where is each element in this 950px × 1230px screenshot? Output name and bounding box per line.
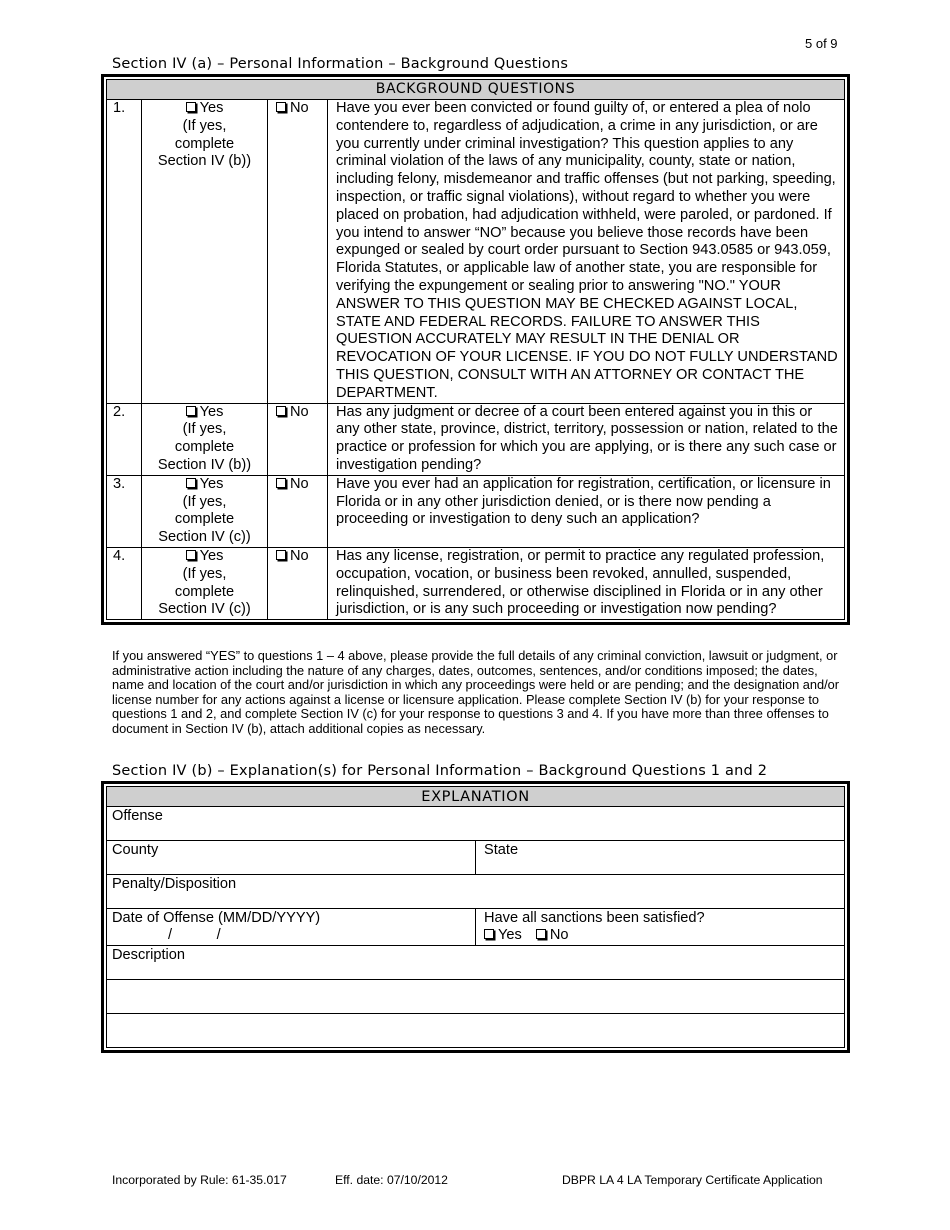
no-option[interactable] bbox=[268, 100, 328, 404]
checkbox-icon[interactable] bbox=[484, 929, 494, 939]
county-field[interactable] bbox=[107, 841, 476, 875]
question-text: Have you ever had an application for registration, certification, or licensure in Florida or in any other jurisdiction denied, or is there now pending a proceeding or investigation to deny such an application? bbox=[328, 475, 845, 547]
description-label: Description bbox=[112, 947, 185, 963]
county-label: County bbox=[112, 842, 159, 858]
description-line[interactable] bbox=[107, 1014, 845, 1048]
page-number: 5 of 9 bbox=[805, 36, 838, 51]
sanctions-yes-label: Yes bbox=[498, 927, 522, 943]
yes-note: complete bbox=[174, 583, 235, 600]
offense-field[interactable] bbox=[107, 807, 845, 841]
yes-note: (If yes, bbox=[182, 493, 227, 510]
sanctions-field bbox=[476, 909, 845, 946]
penalty-label: Penalty/Disposition bbox=[112, 876, 237, 892]
instructions-paragraph: If you answered “YES” to questions 1 – 4 above, please provide the full details of any criminal conviction, lawsuit or judgment, or administrative action including the nature of any charges, dates, outcomes, sentences, and/or conditions imposed; the dates, name and location of the court and/or jurisdiction in which any proceedings were held or are pending; and the designation and/or license number for any actions against a license or licensure application. Please complete Section IV (b) for your response to questions 1 and 2, and complete Section IV (c) for your response to questions 3 and 4. If you have more than three offenses to document in Section IV (b), attach additional copies as necessary. bbox=[112, 648, 840, 736]
sanctions-no-label: No bbox=[549, 927, 569, 943]
yes-label: Yes bbox=[199, 475, 224, 492]
yes-option[interactable] bbox=[142, 547, 268, 619]
yes-option[interactable] bbox=[142, 403, 268, 475]
yes-note: Section IV (c)) bbox=[158, 529, 251, 546]
offense-label: Offense bbox=[112, 808, 163, 824]
yes-label: Yes bbox=[199, 547, 224, 564]
checkbox-icon[interactable] bbox=[186, 550, 196, 560]
question-text: Has any judgment or decree of a court been entered against you in this or any other state, province, district, territory, possession or nation, related to the practice or profession for which you are applying, or is there any such case or investigation pending? bbox=[328, 403, 845, 475]
footer-eff-date: Eff. date: 07/10/2012 bbox=[335, 1173, 448, 1187]
yes-note: complete bbox=[174, 511, 235, 528]
no-option[interactable] bbox=[268, 547, 328, 619]
no-label: No bbox=[290, 403, 309, 420]
checkbox-icon[interactable] bbox=[536, 929, 546, 939]
yes-note: complete bbox=[174, 439, 235, 456]
checkbox-icon[interactable] bbox=[186, 102, 196, 112]
footer-form-name: DBPR LA 4 LA Temporary Certificate Application bbox=[562, 1173, 823, 1187]
checkbox-icon[interactable] bbox=[276, 478, 286, 488]
yes-note: complete bbox=[174, 135, 235, 152]
state-field[interactable] bbox=[476, 841, 845, 875]
yes-label: Yes bbox=[199, 100, 224, 116]
yes-note: Section IV (b)) bbox=[157, 153, 252, 170]
yes-label: Yes bbox=[199, 403, 224, 420]
question-row bbox=[107, 100, 845, 404]
description-field[interactable] bbox=[107, 946, 845, 980]
checkbox-icon[interactable] bbox=[276, 550, 286, 560]
yes-note: (If yes, bbox=[182, 421, 227, 438]
background-questions-table bbox=[101, 74, 850, 625]
checkbox-icon[interactable] bbox=[186, 478, 196, 488]
yes-option[interactable] bbox=[142, 100, 268, 404]
no-label: No bbox=[290, 100, 309, 116]
description-line[interactable] bbox=[107, 980, 845, 1014]
yes-note: (If yes, bbox=[182, 565, 227, 582]
question-number: 1. bbox=[107, 100, 142, 404]
sanctions-label: Have all sanctions been satisfied? bbox=[484, 910, 705, 926]
background-questions-header: BACKGROUND QUESTIONS bbox=[107, 80, 845, 100]
yes-note: (If yes, bbox=[182, 117, 227, 134]
question-row bbox=[107, 403, 845, 475]
date-of-offense-field[interactable] bbox=[107, 909, 476, 946]
question-row bbox=[107, 547, 845, 619]
state-label: State bbox=[484, 842, 519, 858]
section-a-title: Section IV (a) – Personal Information – Background Questions bbox=[112, 56, 569, 72]
no-option[interactable] bbox=[268, 475, 328, 547]
checkbox-icon[interactable] bbox=[276, 102, 286, 112]
checkbox-icon[interactable] bbox=[186, 406, 196, 416]
yes-note: Section IV (c)) bbox=[158, 601, 251, 618]
no-option[interactable] bbox=[268, 403, 328, 475]
no-label: No bbox=[290, 475, 309, 492]
footer-rule: Incorporated by Rule: 61-35.017 bbox=[112, 1173, 287, 1187]
date-slashes: / / bbox=[168, 927, 221, 943]
yes-note: Section IV (b)) bbox=[157, 456, 252, 473]
question-number: 3. bbox=[107, 475, 142, 547]
question-number: 2. bbox=[107, 403, 142, 475]
question-text: Have you ever been convicted or found guilty of, or entered a plea of nolo contendere to, regardless of adjudication, a crime in any jurisdiction, or are you currently under criminal investigation? This question applies to any criminal violation of the laws of any municipality, county, state or nation, including felony, misdemeanor and traffic offenses (but not parking, speeding, inspection, or traffic signal violations), without regard to whether you were placed on probation, had adjudication withheld, were paroled, or pardoned. If you intend to answer “NO” because you believe those records have been expunged or sealed by court order pursuant to Section 943.0585 or 943.059, Florida Statutes, or applicable law of another state, you are responsible for verifying the expungement or sealing prior to answering "NO." YOUR ANSWER TO THIS QUESTION MAY BE CHECKED AGAINST LOCAL, STATE AND FEDERAL RECORDS. FAILURE TO ANSWER THIS QUESTION ACCURATELY MAY RESULT IN THE DENIAL OR REVOCATION OF YOUR LICENSE. IF YOU DO NOT FULLY UNDERSTAND THIS QUESTION, CONSULT WITH AN ATTORNEY OR CONTACT THE DEPARTMENT. bbox=[328, 100, 845, 404]
explanation-table bbox=[101, 781, 850, 1053]
question-row bbox=[107, 475, 845, 547]
explanation-header: EXPLANATION bbox=[107, 787, 845, 807]
no-label: No bbox=[290, 547, 309, 564]
question-number: 4. bbox=[107, 547, 142, 619]
date-label: Date of Offense (MM/DD/YYYY) bbox=[112, 910, 321, 926]
section-b-title: Section IV (b) – Explanation(s) for Personal Information – Background Questions 1 and 2 bbox=[112, 763, 768, 779]
checkbox-icon[interactable] bbox=[276, 406, 286, 416]
yes-option[interactable] bbox=[142, 475, 268, 547]
penalty-field[interactable] bbox=[107, 875, 845, 909]
question-text: Has any license, registration, or permit to practice any regulated profession, occupation, vocation, or business been revoked, annulled, suspended, relinquished, surrendered, or otherwise disciplined in Florida or in any other jurisdiction, or is any such proceeding or investigation now pending? bbox=[328, 547, 845, 619]
